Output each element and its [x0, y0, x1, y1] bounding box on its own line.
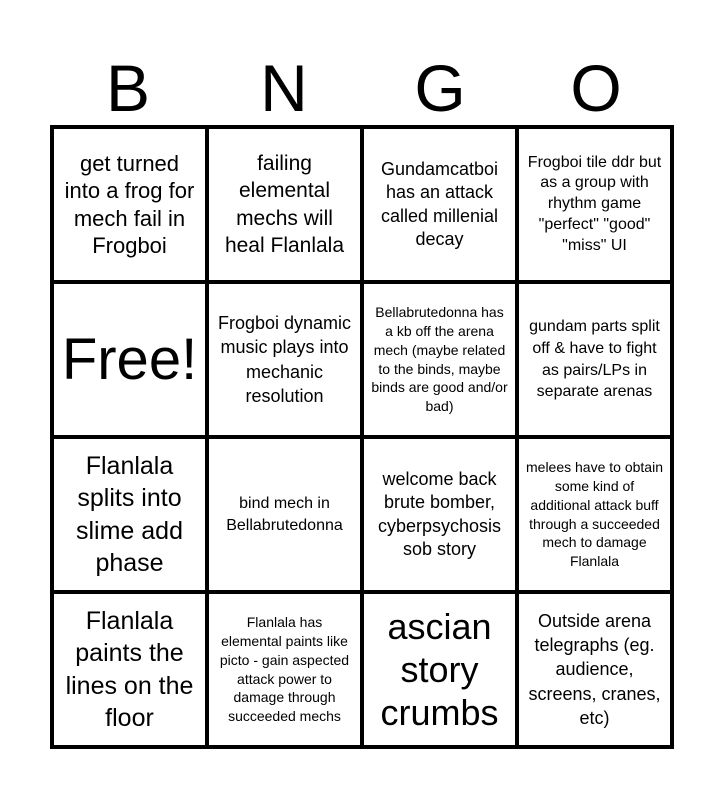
bingo-grid [50, 125, 674, 749]
header-letter-o: O [570, 51, 622, 125]
cell-text: Flanlala has elemental paints like picto - gain aspected attack power to damage through succeeded mechs [219, 613, 350, 725]
cell-text: welcome back brute bomber, cyberpsychosis sob story [377, 468, 502, 559]
bingo-cell[interactable] [519, 129, 670, 280]
bingo-cell[interactable] [364, 284, 515, 435]
bingo-cell-free[interactable] [54, 284, 205, 435]
bingo-cell[interactable] [364, 129, 515, 280]
cell-text: Flanlala paints the lines on the floor [65, 606, 194, 732]
cell-text: ascian story crumbs [380, 605, 499, 734]
cell-text: bind mech in Bellabrutedonna [226, 494, 343, 534]
bingo-cell[interactable] [519, 439, 670, 590]
cell-text: Frogboi tile ddr but as a group with rhythm game "perfect" "good" "miss" UI [527, 153, 662, 254]
cell-text: Free! [61, 326, 198, 392]
cell-text: gundam parts split off & have to fight as pairs/LPs in separate arenas [529, 318, 660, 401]
bingo-cell[interactable] [209, 129, 360, 280]
cell-text: failing elemental mechs will heal Flanlala [224, 151, 345, 257]
cell-text: Frogboi dynamic music plays into mechanic resolution [217, 312, 352, 406]
bingo-cell[interactable] [519, 284, 670, 435]
bingo-cell[interactable] [364, 439, 515, 590]
bingo-cell[interactable] [364, 594, 515, 745]
header-letter-b: B [105, 51, 151, 125]
bingo-cell[interactable] [209, 284, 360, 435]
cell-text: Outside arena telegraphs (eg. audience, screens, cranes, etc) [528, 610, 661, 728]
header-letter-g: G [414, 51, 466, 125]
bingo-cell[interactable] [54, 129, 205, 280]
cell-text: Gundamcatboi has an attack called millenial decay [380, 158, 499, 249]
bingo-cell[interactable] [54, 439, 205, 590]
cell-text: melees have to obtain some kind of additional attack buff through a succeeded mech to damage Flanlala [526, 458, 663, 570]
bingo-cell[interactable] [54, 594, 205, 745]
bingo-cell[interactable] [209, 439, 360, 590]
bingo-header [50, 52, 674, 124]
bingo-cell[interactable] [209, 594, 360, 745]
bingo-cell[interactable] [519, 594, 670, 745]
cell-text: Bellabrutedonna has a kb off the arena mech (maybe related to the binds, maybe binds are good and/or bad) [371, 303, 508, 415]
cell-text: Flanlala splits into slime add phase [76, 451, 183, 577]
cell-text: get turned into a frog for mech fail in Frogboi [64, 150, 195, 258]
header-letter-n: N [260, 51, 308, 125]
